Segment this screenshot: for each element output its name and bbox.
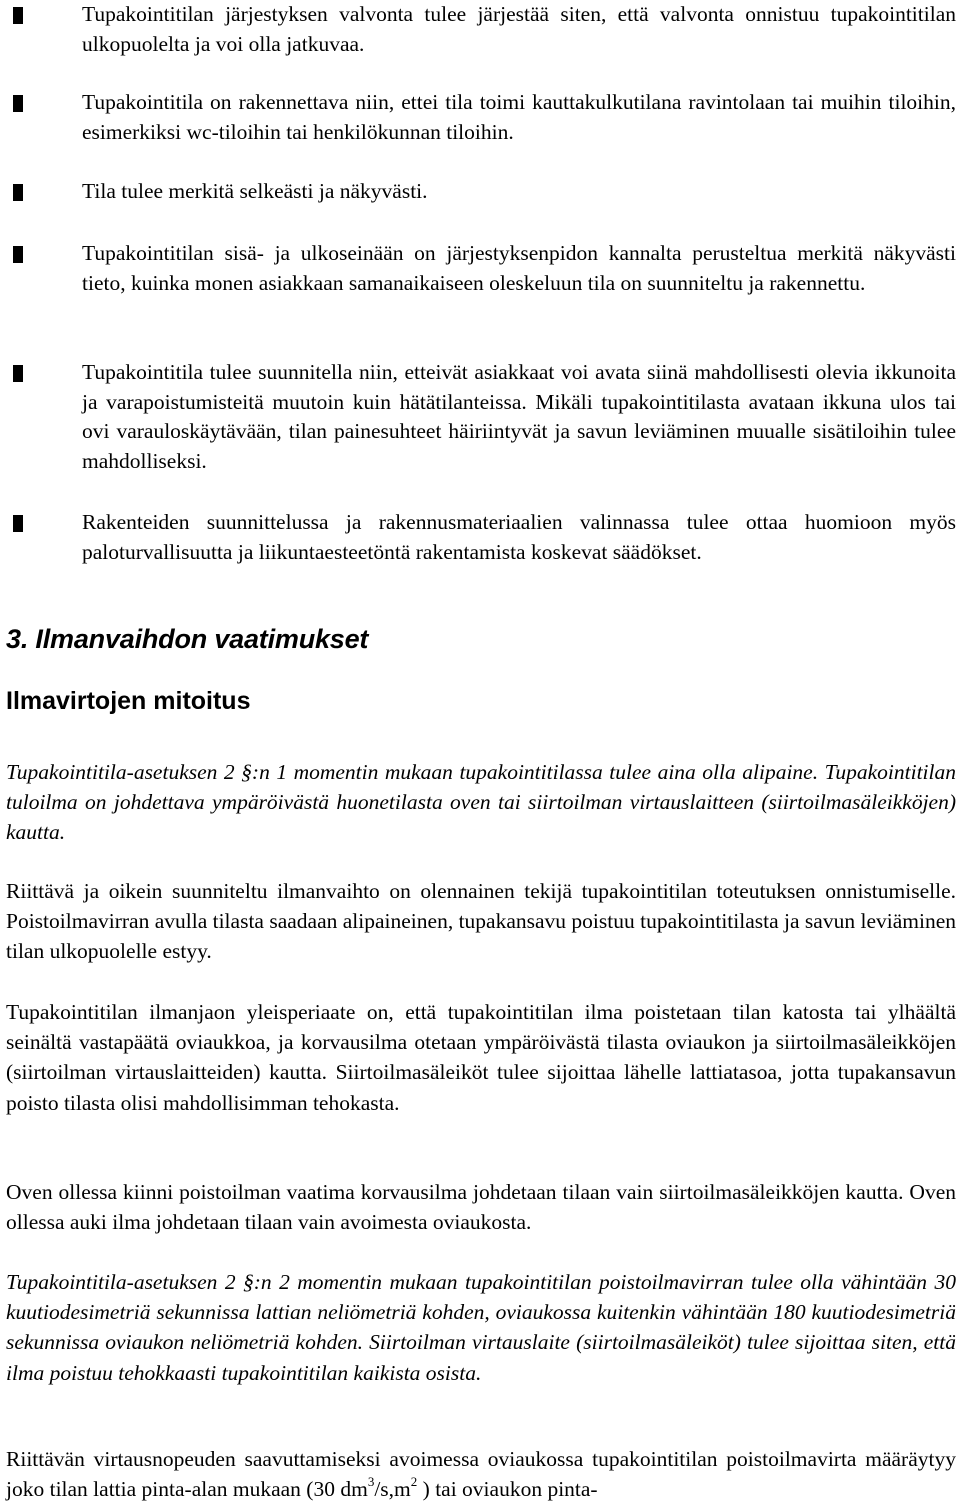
paragraph-ventilation: Riittävä ja oikein suunniteltu ilmanvaihto on olennainen tekijä tupakointitilan toteutuksen onnistumiselle. Poistoilmavirran avulla tilasta saadaan alipaineinen, tupakansavu poistuu tupakointitilasta ja savun leviäminen tilan ulkopuolelle estyy. — [6, 879, 956, 964]
bullet-text: Rakenteiden suunnittelussa ja rakennusmateriaalien valinnassa tulee ottaa huomioon myös paloturvallisuutta ja liikuntaesteetöntä rakentamista koskevat säädökset. — [82, 510, 956, 564]
bullet-text: Tupakointitilan sisä- ja ulkoseinään on järjestyksenpidon kannalta perusteltua merkitä näkyvästi tieto, kuinka monen asiakkaan samanaikaiseen oleskeluun tila on suunniteltu ja rakennettu. — [82, 241, 956, 295]
square-bullet-icon — [13, 95, 23, 112]
flow-text-unit: /s,m — [374, 1477, 411, 1502]
flow-text-start: Riittävän virtausnopeuden saavuttamiseksi avoimessa oviaukossa tupakointitilan poistoilmavirta määräytyy joko tilan lattia pinta-alan mukaan (30 dm — [6, 1447, 956, 1502]
square-bullet-icon — [13, 7, 23, 24]
flow-text-end: ) tai oviaukon pinta- — [417, 1477, 598, 1502]
bullet-text: Tupakointitila on rakennettava niin, ettei tila toimi kauttakulkutilana ravintolaan tai muihin tiloihin, esimerkiksi wc-tiloihin tai henkilökunnan tiloihin. — [82, 90, 956, 144]
paragraph-air-distribution: Tupakointitilan ilmanjaon yleisperiaate on, että tupakointitilan ilma poistetaan tilan katosta tai ylhäältä seinältä vastapäätä oviaukkoa, ja korvausilma otetaan ympäröivästä tilasta oviaukon ja siirtoilmasäleikköjen (siirtoilman virtauslaitteiden) kautta. Siirtoilmasäleiköt tulee sijoittaa lähelle lattiatasoa, jotta tupakansavun poisto tilasta olisi mahdollisimman tehokasta. — [6, 1000, 956, 1115]
unit-exponent-2: 2 — [410, 1474, 418, 1490]
bullet-text: Tupakointitilan järjestyksen valvonta tulee järjestää siten, että valvonta onnistuu tupakointitilan ulkopuolelta ja voi olla jatkuvaa. — [82, 2, 956, 56]
square-bullet-icon — [13, 365, 23, 382]
section-heading: 3. Ilmanvaihdon vaatimukset — [6, 624, 369, 654]
bullet-text: Tupakointitila tulee suunnitella niin, etteivät asiakkaat voi avata siinä mahdollisesti olevia ikkunoita ja varapoistumisteitä muutoin kuin hätätilanteissa. Mikäli tupakointitilasta avataan ikkuna ulos tai ovi varauloskäytävään, tilan painesuhteet häiriintyvät ja savun leviäminen muualle sisätiloihin tulee mahdolliseksi. — [82, 360, 956, 473]
paragraph-regulation-1: Tupakointitila-asetuksen 2 §:n 1 momentin mukaan tupakointitilassa tulee aina olla alipaine. Tupakointitilan tuloilma on johdettava ympäröivästä huonetilasta oven tai siirtoilman virtauslaitteen (siirtoilmasäleikköjen) kautta. — [6, 760, 956, 845]
paragraph-door-state: Oven ollessa kiinni poistoilman vaatima korvausilma johdetaan tilaan vain siirtoilmasäleikköjen kautta. Oven ollessa auki ilma johdetaan tilaan vain avoimesta oviaukosta. — [6, 1180, 956, 1235]
paragraph-flow-velocity — [6, 1444, 956, 1504]
bullet-text: Tila tulee merkitä selkeästi ja näkyvästi. — [82, 179, 428, 203]
subsection-heading: Ilmavirtojen mitoitus — [6, 687, 251, 715]
square-bullet-icon — [13, 246, 23, 263]
square-bullet-icon — [13, 184, 23, 201]
unit-exponent-3: 3 — [367, 1474, 375, 1490]
paragraph-regulation-2: Tupakointitila-asetuksen 2 §:n 2 momentin mukaan tupakointitilan poistoilmavirran tulee olla vähintään 30 kuutiodesimetriä sekunnissa lattian neliömetriä kohden, oviaukossa kuitenkin vähintään 180 kuutiodesimetriä sekunnissa oviaukon neliömetriä kohden. Siirtoilman virtauslaite (siirtoilmasäleiköt) tulee sijoittaa siten, että ilma poistuu tehokkaasti tupakointitilan kaikista osista. — [6, 1270, 956, 1385]
square-bullet-icon — [13, 515, 23, 532]
